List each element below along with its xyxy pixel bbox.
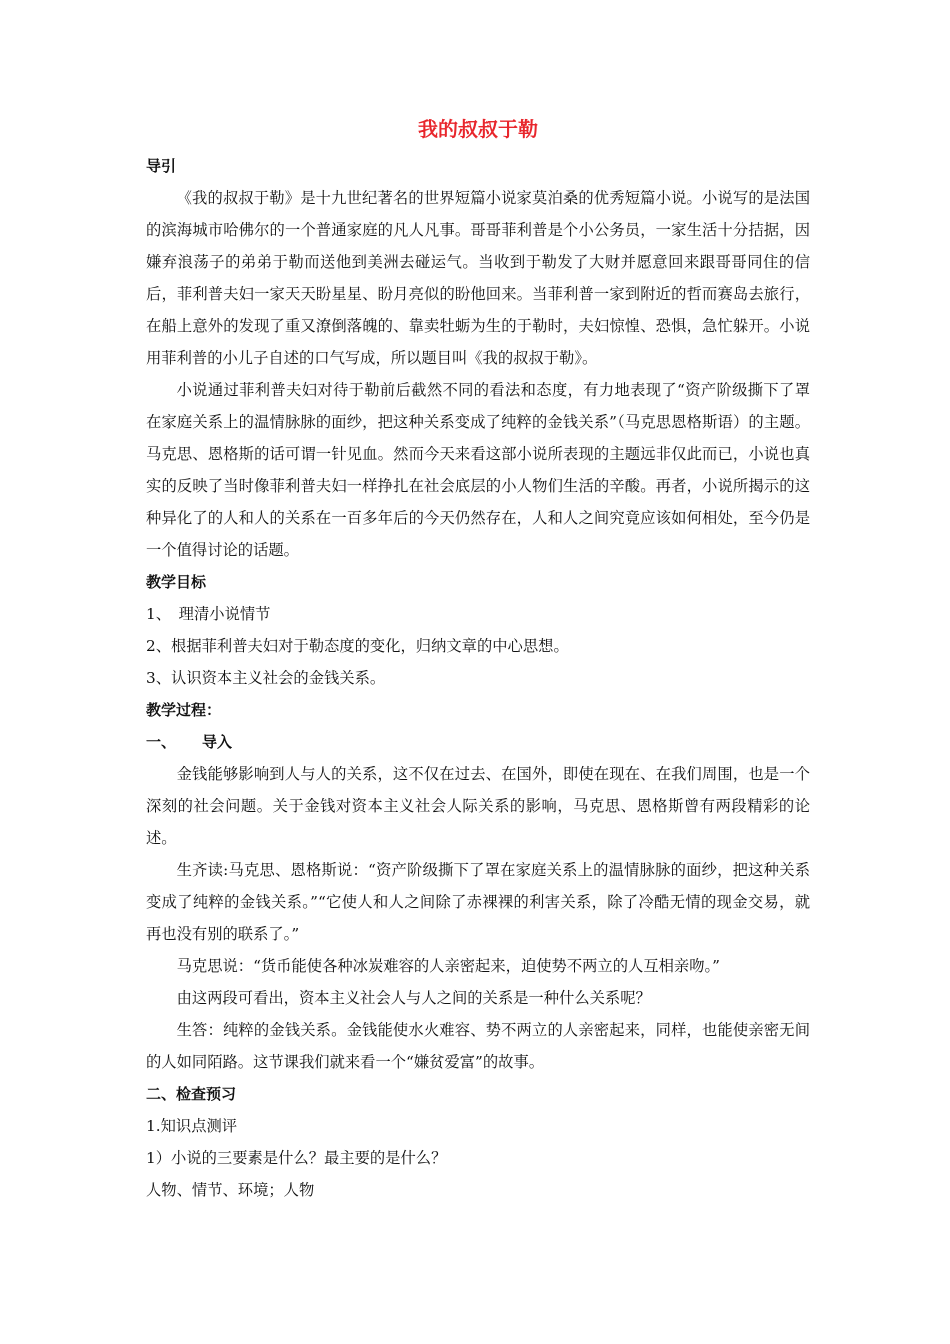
goals-heading: 教学目标	[146, 573, 207, 591]
step1-number: 一、	[146, 733, 177, 751]
goal-item-3: 3、认识资本主义社会的金钱关系。	[146, 669, 386, 687]
intro-paragraph-2: 小说通过菲利普夫妇对待于勒前后截然不同的看法和态度，有力地表现了“资产阶级撕下了罩在家庭关系上的温情脉脉的面纱，把这种关系变成了纯粹的金钱关系”（马克思恩格斯语）的主题。马克思、恩格斯的话可谓一针见血。然而今天来看这部小说所表现的主题远非仅此而已，小说也真实的反映了当时像菲利普夫妇一样挣扎在社会底层的小人物们生活的辛酸。再者，小说所揭示的这种异化了的人和人的关系在一百多年后的今天仍然存在，人和人之间究竟应该如何相处，至今仍是一个值得讨论的话题。	[146, 381, 810, 559]
process-heading: 教学过程：	[146, 701, 222, 719]
step1-paragraph-4: 由这两段可看出，资本主义社会人与人之间的关系是一种什么关系呢？	[176, 989, 651, 1007]
intro-heading: 导引	[146, 157, 177, 175]
goal-item-2: 2、根据菲利普夫妇对于勒态度的变化，归纳文章的中心思想。	[146, 637, 569, 655]
step2-line-2: 1）小说的三要素是什么？最主要的是什么？	[146, 1149, 447, 1167]
step1-label: 导入	[202, 733, 233, 751]
step1-paragraph-3: 马克思说：“货币能使各种冰炭难容的人亲密起来，迫使势不两立的人互相亲吻。”	[176, 957, 720, 975]
step2-line-1: 1.知识点测评	[146, 1117, 238, 1135]
document-title: 我的叔叔于勒	[418, 117, 538, 141]
step1-paragraph-5: 生答：纯粹的金钱关系。金钱能使水火难容、势不两立的人亲密起来，同样，也能使亲密无间的人如同陌路。这节课我们就来看一个“嫌贫爱富”的故事。	[146, 1021, 810, 1071]
step2-line-3: 人物、情节、环境；人物	[146, 1181, 315, 1199]
step1-heading	[146, 726, 810, 758]
goal-item-1: 1、 理清小说情节	[146, 605, 271, 623]
step1-paragraph-1: 金钱能够影响到人与人的关系，这不仅在过去、在国外，即使在现在、在我们周围，也是一个深刻的社会问题。关于金钱对资本主义社会人际关系的影响，马克思、恩格斯曾有两段精彩的论述。	[146, 765, 810, 847]
step2-heading: 二、检查预习	[146, 1085, 237, 1103]
step1-paragraph-2: 生齐读:马克思、恩格斯说：“资产阶级撕下了罩在家庭关系上的温情脉脉的面纱，把这种关系变成了纯粹的金钱关系。”“它使人和人之间除了赤裸裸的利害关系，除了冷酷无情的现金交易，就再也没有别的联系了。”	[146, 861, 810, 943]
intro-paragraph-1: 《我的叔叔于勒》是十九世纪著名的世界短篇小说家莫泊桑的优秀短篇小说。小说写的是法国的滨海城市哈佛尔的一个普通家庭的凡人凡事。哥哥菲利普是个小公务员，一家生活十分拮据，因嫌弃浪荡子的弟弟于勒而送他到美洲去碰运气。当收到于勒发了大财并愿意回来跟哥哥同住的信后，菲利普夫妇一家天天盼星星、盼月亮似的盼他回来。当菲利普一家到附近的哲而赛岛去旅行，在船上意外的发现了重又潦倒落魄的、靠卖牡蛎为生的于勒时，夫妇惊惶、恐惧，急忙躲开。小说用菲利普的小儿子自述的口气写成，所以题目叫《我的叔叔于勒》。	[146, 189, 810, 367]
